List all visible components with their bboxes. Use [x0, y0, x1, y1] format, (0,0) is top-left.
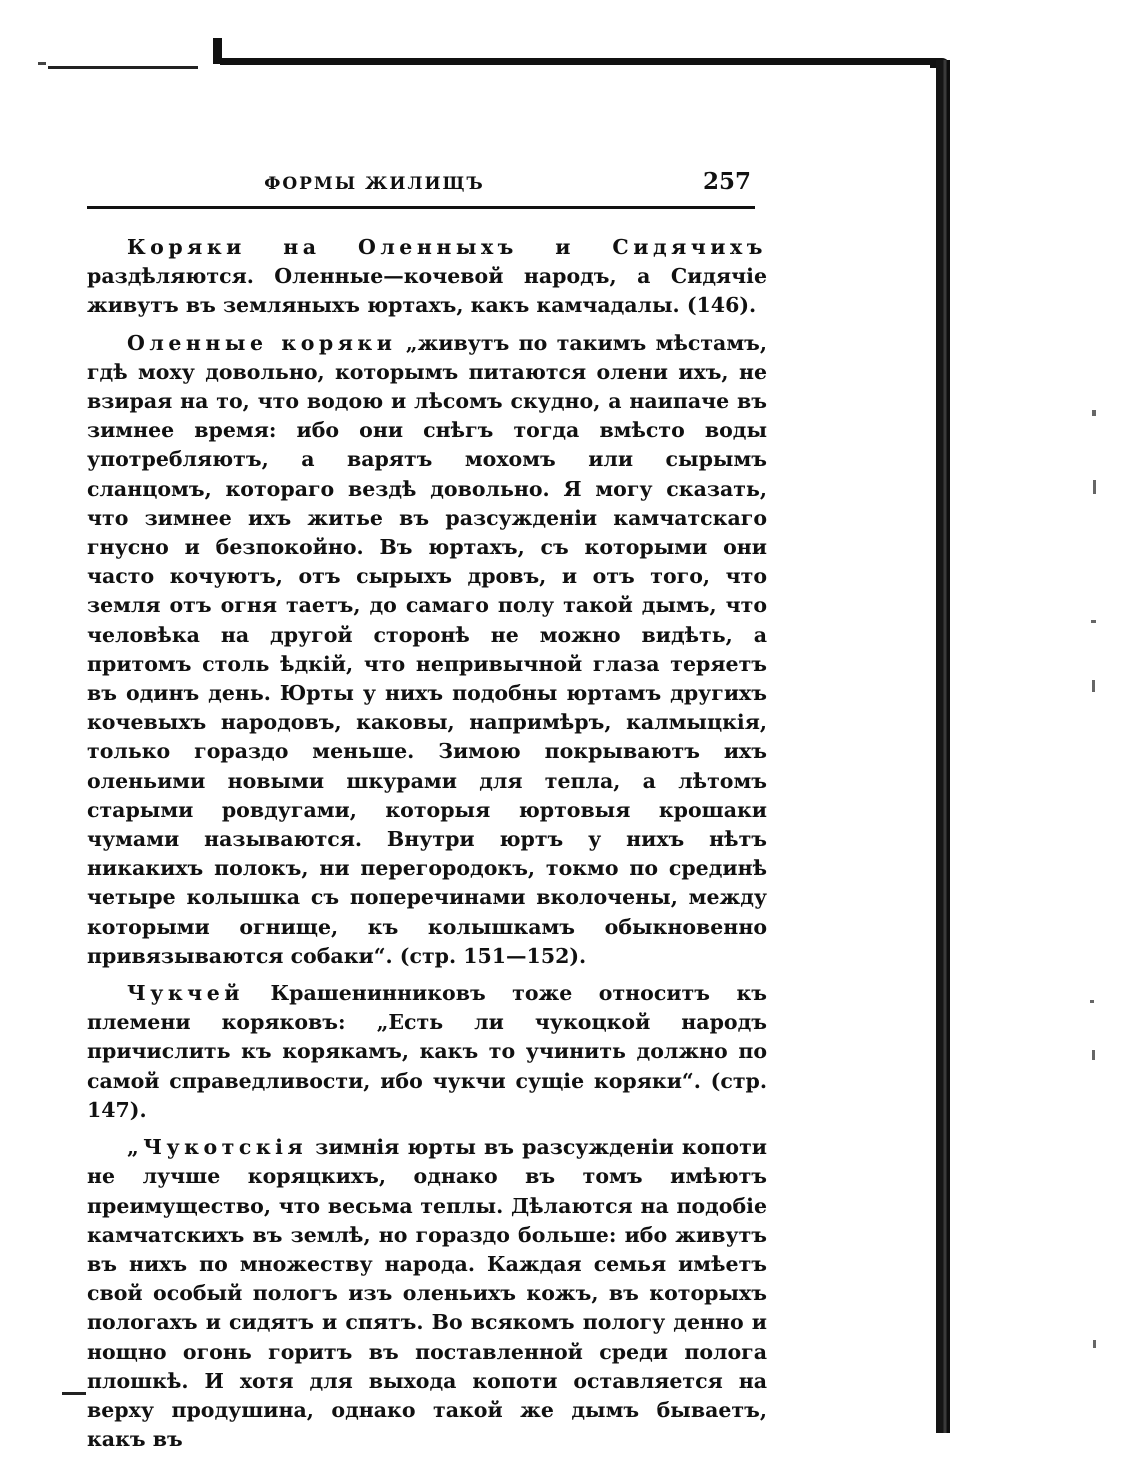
- scan-left-mark: [48, 66, 198, 69]
- paragraph-text: раздѣляются. Оленные—кочевой народъ, а Сидячіе живутъ въ земляныхъ юртахъ, какъ камчадалы. (146).: [87, 264, 767, 318]
- paragraph: [87, 1133, 767, 1454]
- page-number: 257: [702, 168, 751, 195]
- scan-bottom-mark: [62, 1392, 86, 1395]
- header-rule: [87, 206, 755, 209]
- paragraph-lead: Оленные коряки: [127, 330, 397, 355]
- paragraph-lead: Коряки на Оленныхъ и Сидячихъ: [127, 235, 767, 259]
- paragraph: [87, 979, 767, 1125]
- scan-speck: [38, 62, 46, 65]
- paragraph: [87, 329, 767, 971]
- body-text: [87, 233, 767, 1454]
- book-page: [87, 168, 767, 1454]
- running-head-title: ФОРМЫ ЖИЛИЩЪ: [264, 174, 485, 194]
- paragraph-text: зимнія юрты въ разсужденіи копоти не лучше коряцкихъ, однако въ томъ имѣютъ преимущество, что весьма теплы. Дѣлаются на подобіе камчатскихъ въ землѣ, но гораздо больше: ибо живутъ въ нихъ по множеству народа. Каждая семья имѣетъ свой особый пологъ изъ оленьихъ кожъ, въ которыхъ пологахъ и сидятъ и спятъ. Во всякомъ пологу денно и нощно огонь горитъ въ поставленной среди полога плошкѣ. И хотя для выхода копоти оставляется на верху продушина, однако такой же дымъ бываетъ, какъ въ: [87, 1135, 767, 1452]
- paragraph-lead: „Чукотскія: [127, 1135, 308, 1160]
- paragraph: [87, 233, 767, 321]
- paragraph-text: Крашенинниковъ тоже относитъ къ племени коряковъ: „Есть ли чукоцкой народъ причислить къ корякамъ, какъ то учинить должно по самой справедливости, ибо чукчи сущіе коряки“. (стр. 147).: [87, 981, 767, 1122]
- scan-margin-specks: [1090, 40, 1102, 1440]
- paragraph-lead: Чукчей: [127, 981, 244, 1006]
- scan-top-border: [220, 58, 942, 65]
- running-head: [87, 168, 767, 198]
- scan-right-border: [936, 60, 950, 1433]
- paragraph-text: „живутъ по такимъ мѣстамъ, гдѣ моху довольно, которымъ питаются олени ихъ, не взирая на то, что водою и лѣсомъ скудно, а наипаче въ зимнее время: ибо они снѣгъ тогда вмѣсто воды употребляютъ, а варятъ мохомъ или сырымъ сланцомъ, котораго вездѣ довольно. Я могу сказать, что зимнее ихъ житье въ разсужденіи камчатскаго гнусно и безпокойно. Въ юртахъ, съ которыми они часто кочуютъ, отъ сырыхъ дровъ, и отъ того, что земля отъ огня таетъ, до самаго полу такой дымъ, что человѣка на другой сторонѣ не можно видѣть, а притомъ столь ѣдкій, что непривычной глаза теряетъ въ одинъ день. Юрты у нихъ подобны юртамъ другихъ кочевыхъ народовъ, каковы, напримѣръ, калмыцкія, только гораздо меньше. Зимою покрываютъ ихъ оленьими новыми шкурами для тепла, а лѣтомъ старыми ровдугами, которыя юртовыя крошаки чумами называются. Внутри юртъ у нихъ нѣтъ никакихъ полокъ, ни перегородокъ, токмо по срединѣ четыре колышка съ поперечинами вколочены, между которыми огнище, къ колышкамъ обыкновенно привязываются собаки“. (стр. 151—152).: [87, 330, 767, 968]
